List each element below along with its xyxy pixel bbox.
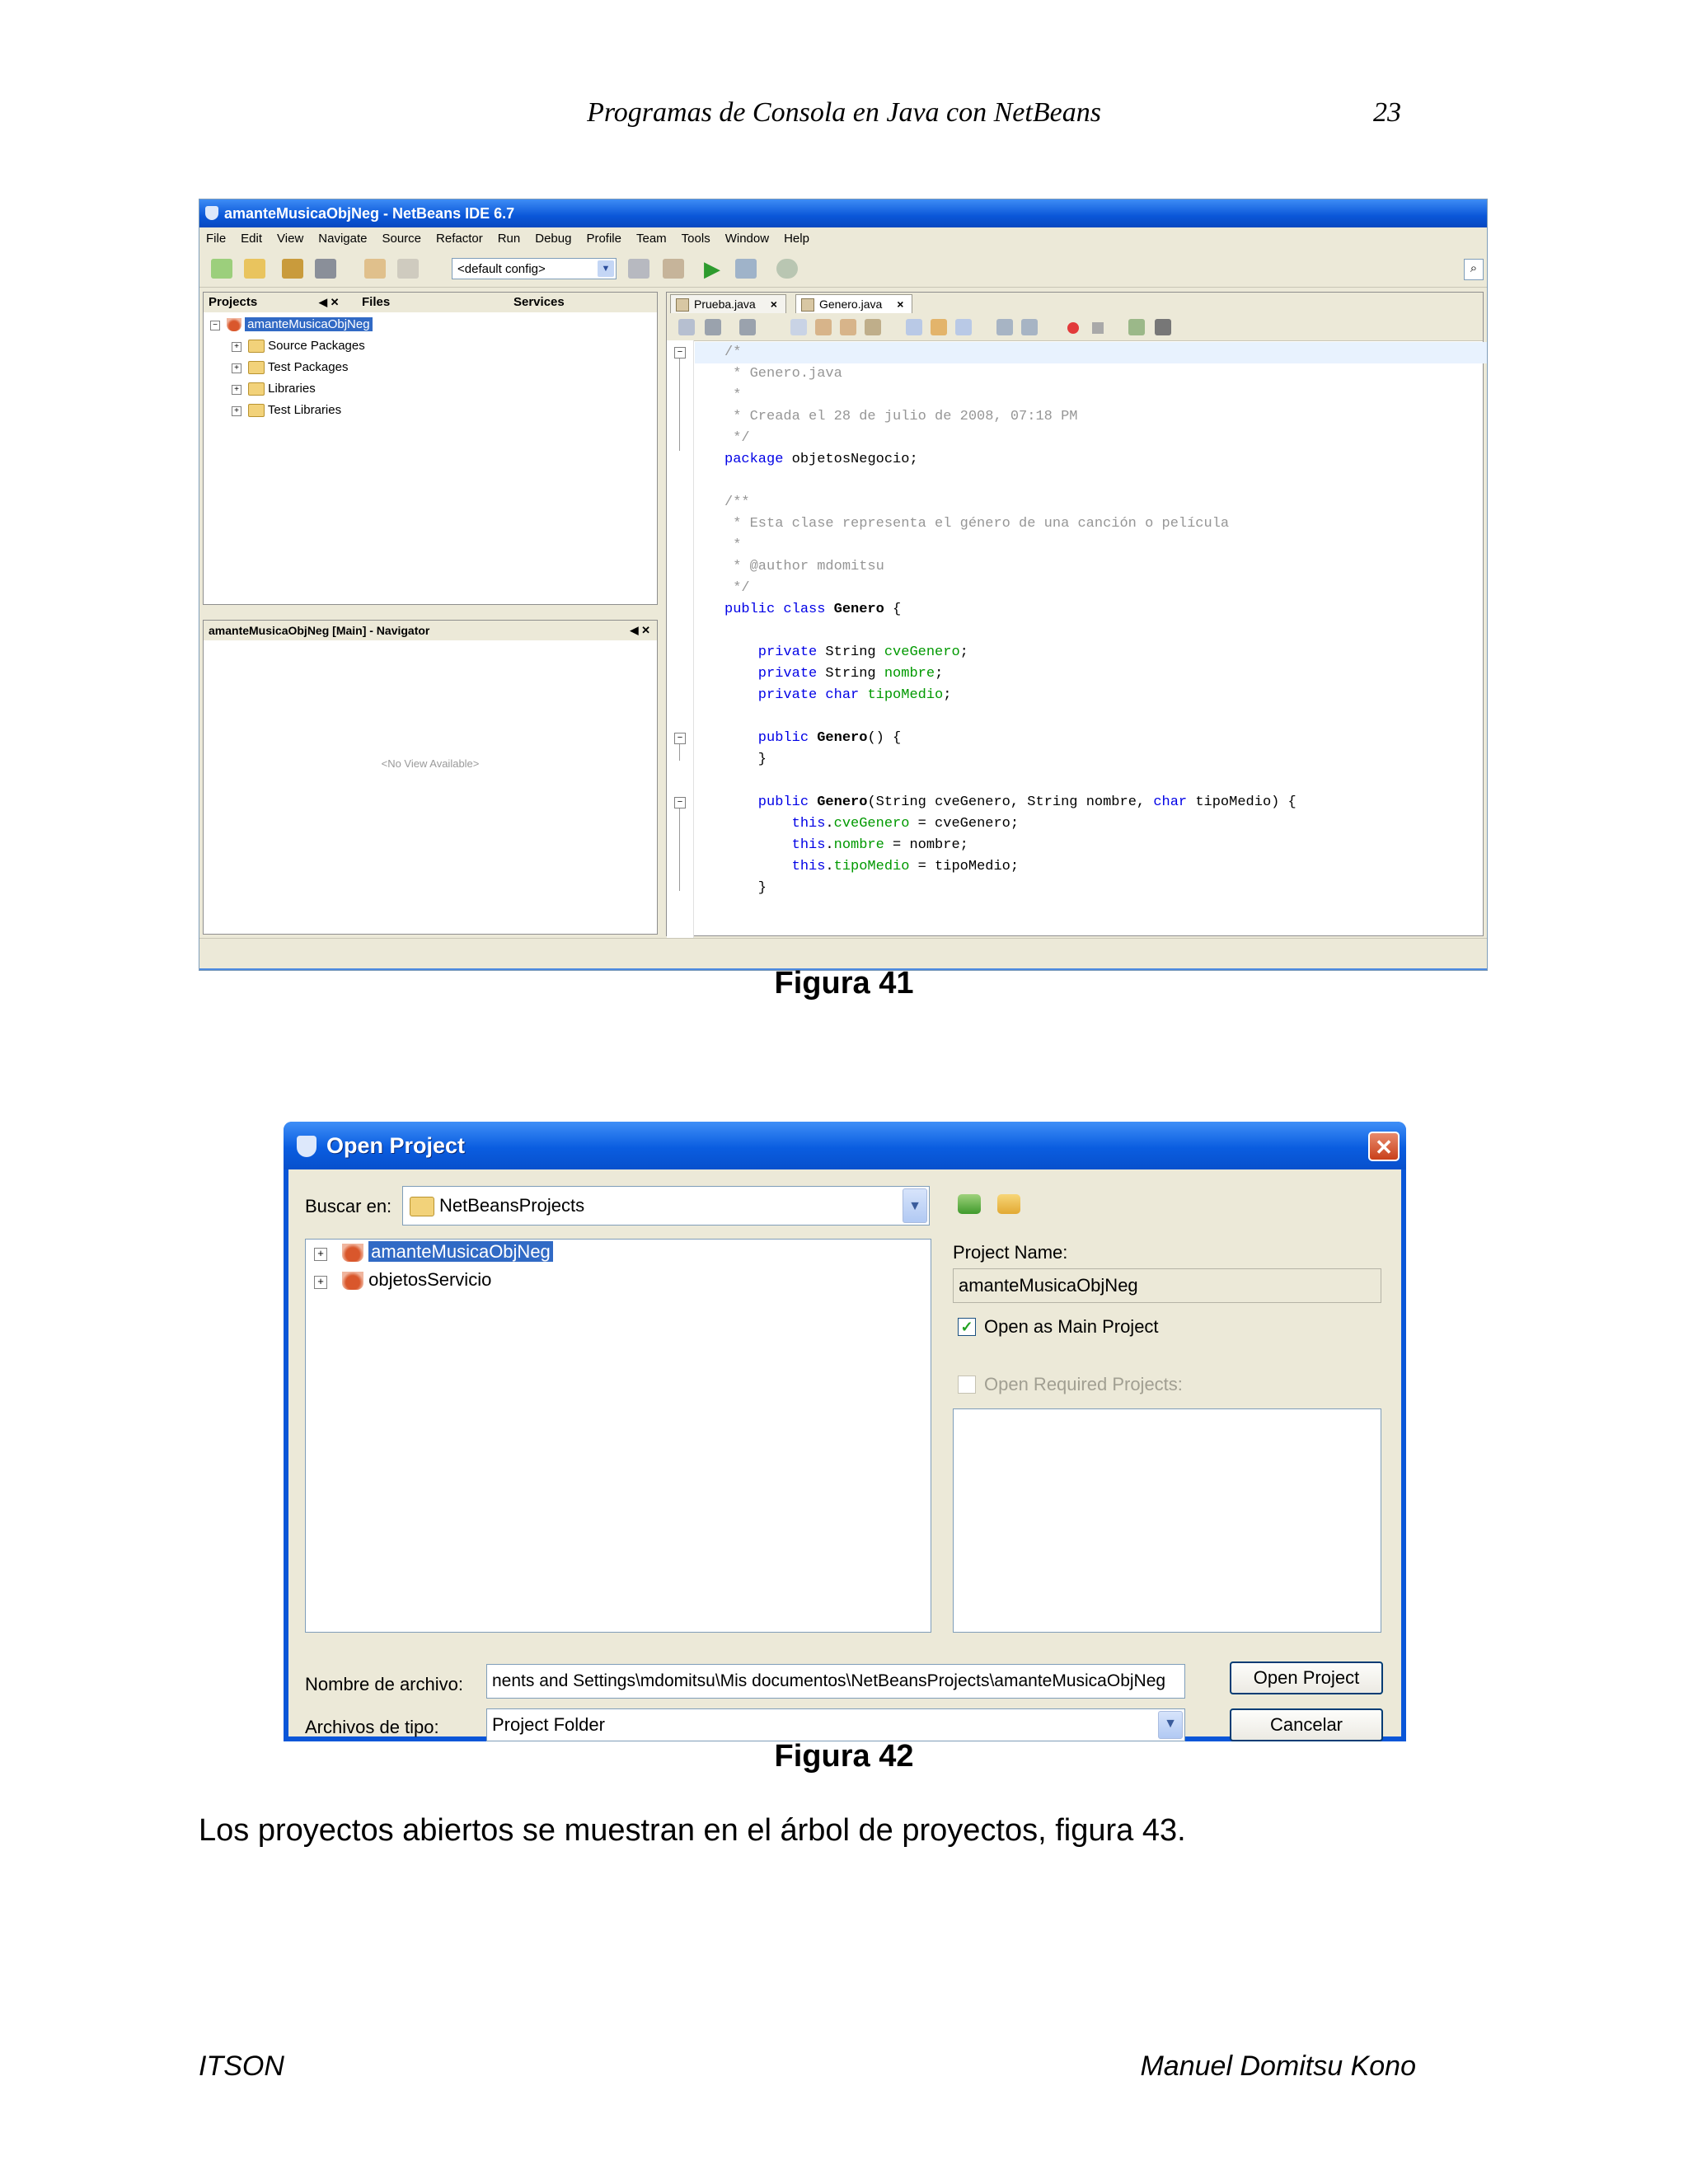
dialog-title-bar: [284, 1122, 1406, 1169]
code-token: private: [724, 644, 818, 660]
java-project-icon: [227, 318, 241, 331]
tree-root-label: amanteMusicaObjNeg: [245, 317, 372, 331]
tree-item-label: Source Packages: [268, 339, 365, 353]
config-combo-value: <default config>: [457, 262, 546, 276]
back-icon[interactable]: [678, 319, 695, 335]
code-token: package: [724, 452, 784, 467]
code-token: * Genero.java: [724, 366, 842, 382]
code-token: private char: [724, 687, 860, 703]
previous-bookmark-icon[interactable]: [906, 319, 922, 335]
open-project-dialog: [284, 1122, 1406, 1741]
figure-42-caption: Figura 42: [774, 1739, 914, 1774]
code-token: = tipoMedio;: [909, 859, 1020, 874]
code-line: [724, 492, 750, 513]
code-line: [724, 856, 1019, 878]
code-line: [724, 449, 918, 471]
cancel-button[interactable]: Cancelar: [1230, 1708, 1383, 1741]
dialog-title: Open Project: [326, 1133, 466, 1158]
menu-edit[interactable]: Edit: [241, 232, 263, 246]
code-token: String: [817, 644, 884, 660]
code-token: *: [724, 537, 742, 553]
build-icon[interactable]: [628, 259, 649, 279]
buscar-combo[interactable]: [402, 1186, 930, 1226]
find-previous-icon[interactable]: [815, 319, 832, 335]
navigator-empty-text: <No View Available>: [381, 757, 480, 770]
ide-window-title: amanteMusicaObjNeg - NetBeans IDE 6.7: [224, 205, 515, 222]
current-line-highlight: [695, 342, 1488, 363]
tab-files[interactable]: Files: [362, 295, 391, 309]
close-icon[interactable]: ✕: [1368, 1132, 1400, 1161]
menu-tools[interactable]: Tools: [681, 232, 710, 246]
menu-view[interactable]: View: [277, 232, 304, 246]
editor-tabbar: [667, 293, 1483, 314]
forward-icon[interactable]: [739, 319, 756, 335]
projects-tabbar: [204, 293, 657, 312]
menu-refactor[interactable]: Refactor: [436, 232, 483, 246]
netbeans-ide-screenshot: [199, 199, 1488, 971]
code-token: public: [724, 730, 809, 746]
shift-right-icon[interactable]: [1021, 319, 1038, 335]
toggle-highlight-icon[interactable]: [865, 319, 881, 335]
code-token: tipoMedio) {: [1187, 794, 1296, 810]
code-line: [724, 556, 884, 578]
code-token: String: [817, 666, 884, 682]
menu-help[interactable]: Help: [784, 232, 809, 246]
code-token: }: [724, 752, 767, 767]
java-project-icon: [342, 1244, 363, 1262]
expand-icon[interactable]: +: [232, 406, 241, 416]
library-icon: [248, 382, 265, 396]
code-token: nombre: [884, 666, 935, 682]
code-token: .: [825, 859, 834, 874]
java-project-icon: [342, 1272, 363, 1290]
menu-debug[interactable]: Debug: [535, 232, 572, 246]
project-name-label: Project Name:: [953, 1242, 1068, 1263]
projects-panel: [203, 292, 658, 605]
tab-services[interactable]: Services: [513, 295, 565, 309]
new-project-icon[interactable]: [244, 259, 265, 279]
close-icon[interactable]: ×: [897, 298, 904, 311]
code-token: [859, 687, 867, 703]
shift-left-icon[interactable]: [996, 319, 1013, 335]
code-token: private: [724, 666, 818, 682]
code-line: [724, 385, 741, 406]
comment-icon[interactable]: [1128, 319, 1145, 335]
tipo-label: Archivos de tipo:: [305, 1717, 439, 1737]
tree-item-label: Test Libraries: [267, 403, 342, 417]
up-folder-icon[interactable]: [958, 1194, 981, 1214]
required-projects-list: [953, 1408, 1381, 1633]
library-icon: [248, 404, 265, 417]
code-token: */: [724, 430, 750, 446]
tree-root[interactable]: [227, 314, 373, 335]
expand-icon[interactable]: +: [314, 1248, 327, 1261]
footer-left: ITSON: [199, 2050, 284, 2082]
history-icon[interactable]: [705, 319, 721, 335]
page-number: 23: [1373, 97, 1401, 128]
navigator-tabbar: [204, 621, 657, 640]
code-token: objetosNegocio;: [783, 452, 918, 467]
list-item-label: amanteMusicaObjNeg: [368, 1241, 553, 1262]
profile-icon[interactable]: [776, 259, 798, 279]
editor-gutter: [667, 340, 694, 967]
code-token: (String cveGenero, String nombre,: [867, 794, 1154, 810]
code-line: [724, 599, 901, 621]
collapse-icon[interactable]: −: [210, 321, 220, 330]
package-folder-icon: [248, 361, 265, 374]
new-file-icon[interactable]: [211, 259, 232, 279]
debug-icon[interactable]: [735, 259, 757, 279]
close-icon[interactable]: ◀ ✕: [319, 296, 340, 308]
expand-icon[interactable]: +: [232, 385, 241, 395]
code-line: [724, 749, 767, 771]
stop-macro-icon[interactable]: [1092, 322, 1104, 334]
code-token: * Creada el 28 de julio de 2008, 07:18 PM: [724, 409, 1078, 424]
code-line: [724, 835, 968, 856]
open-project-icon[interactable]: [282, 259, 303, 279]
save-all-icon[interactable]: [315, 259, 336, 279]
code-line: [724, 428, 750, 449]
code-token: /*: [724, 344, 742, 360]
tree-item-label: Libraries: [268, 382, 316, 396]
code-token: .: [825, 837, 834, 853]
figure-41-caption: Figura 41: [774, 966, 914, 1001]
tab-projects[interactable]: Projects: [209, 295, 258, 309]
code-token: ;: [959, 644, 968, 660]
run-icon[interactable]: ▶: [704, 256, 720, 281]
ide-title-bar: [199, 199, 1487, 227]
code-token: [809, 730, 817, 746]
footer-right: Manuel Domitsu Kono: [1140, 2050, 1416, 2082]
java-file-icon: [676, 298, 689, 312]
close-icon[interactable]: ◀ ✕: [630, 624, 650, 636]
tree-item-label: Test Packages: [267, 360, 349, 374]
code-token: * Esta clase representa el género de una canción o película: [724, 516, 1230, 532]
page-header-title: Programas de Consola en Java con NetBeans: [587, 97, 1101, 128]
open-main-checkbox[interactable]: ✓: [958, 1318, 976, 1336]
menu-source[interactable]: Source: [382, 232, 422, 246]
code-line: [724, 535, 741, 556]
fold-line: [679, 359, 680, 451]
code-token: = nombre;: [884, 837, 968, 853]
chevron-down-icon: ▼: [903, 1188, 927, 1223]
code-token: Genero: [833, 602, 884, 617]
code-line: [724, 878, 767, 899]
project-list[interactable]: [305, 1239, 931, 1633]
code-token: cveGenero: [833, 816, 910, 832]
code-token: [825, 602, 833, 617]
code-token: = cveGenero;: [909, 816, 1020, 832]
netbeans-cube-icon: [297, 1136, 316, 1157]
nombre-label: Nombre de archivo:: [305, 1674, 463, 1694]
code-line: [724, 342, 741, 363]
buscar-combo-value: NetBeansProjects: [439, 1195, 585, 1216]
tipo-combo-value: Project Folder: [492, 1714, 605, 1735]
code-token: cveGenero: [884, 644, 960, 660]
tab-label: Genero.java: [819, 298, 883, 311]
expand-icon[interactable]: +: [232, 342, 241, 352]
java-file-icon: [801, 298, 814, 312]
list-item[interactable]: [342, 1269, 491, 1291]
code-token: nombre: [833, 837, 884, 853]
code-token: public class: [724, 602, 826, 617]
clean-build-icon[interactable]: [663, 259, 684, 279]
code-token: ;: [935, 666, 944, 682]
code-token: public: [724, 794, 809, 810]
code-line: [724, 363, 842, 385]
code-token: Genero: [817, 730, 868, 746]
tipo-combo[interactable]: [486, 1708, 1185, 1741]
tree-item-test-libraries[interactable]: [248, 400, 341, 421]
code-token: /**: [724, 494, 750, 510]
fold-icon[interactable]: −: [674, 797, 686, 808]
code-line: [724, 792, 1296, 813]
code-line: [724, 578, 750, 599]
fold-icon[interactable]: −: [674, 733, 686, 744]
code-line: [724, 406, 1077, 428]
chevron-down-icon: ▼: [1158, 1711, 1183, 1739]
code-token: Genero: [817, 794, 868, 810]
netbeans-cube-icon: [205, 206, 218, 220]
tab-genero-java[interactable]: [795, 294, 912, 313]
list-item-label: objetosServicio: [368, 1269, 492, 1290]
fold-icon[interactable]: −: [674, 347, 686, 359]
dialog-body: [288, 1169, 1401, 1736]
code-token: *: [724, 387, 742, 403]
start-macro-icon[interactable]: [1067, 322, 1079, 334]
ide-toolbar: [199, 251, 1487, 288]
redo-icon[interactable]: [397, 259, 419, 279]
open-required-label: Open Required Projects:: [984, 1374, 1183, 1394]
code-line: [724, 728, 901, 749]
folder-icon: [410, 1197, 434, 1216]
code-token: * @author mdomitsu: [724, 559, 884, 574]
code-token: this: [724, 837, 826, 853]
code-line: [724, 813, 1019, 835]
uncomment-icon[interactable]: [1155, 319, 1171, 335]
open-project-button[interactable]: Open Project: [1230, 1661, 1383, 1694]
expand-icon[interactable]: +: [232, 363, 241, 373]
fold-line: [679, 744, 680, 761]
config-combo[interactable]: [452, 258, 617, 279]
open-main-label: Open as Main Project: [984, 1316, 1159, 1337]
code-line: [724, 663, 943, 685]
menu-navigate[interactable]: Navigate: [318, 232, 368, 246]
code-area[interactable]: [695, 342, 1488, 919]
undo-icon[interactable]: [364, 259, 386, 279]
open-required-checkbox[interactable]: [958, 1376, 976, 1394]
tree-item-source-packages[interactable]: [248, 335, 365, 357]
code-token: tipoMedio: [833, 859, 910, 874]
new-folder-icon[interactable]: [997, 1194, 1020, 1214]
menu-profile[interactable]: Profile: [586, 232, 621, 246]
code-token: char: [1153, 794, 1188, 810]
menu-team[interactable]: Team: [635, 232, 667, 246]
expand-icon[interactable]: +: [314, 1276, 327, 1289]
code-editor: [666, 292, 1484, 936]
tab-label: Prueba.java: [694, 298, 756, 311]
menu-window[interactable]: Window: [724, 232, 770, 246]
fold-line: [679, 808, 680, 891]
close-icon[interactable]: ×: [770, 298, 777, 311]
menu-run[interactable]: Run: [497, 232, 521, 246]
code-line: [724, 685, 951, 706]
code-token: this: [724, 816, 826, 832]
code-token: }: [724, 880, 767, 896]
list-item[interactable]: [342, 1241, 553, 1263]
ide-menu-bar: [199, 227, 1487, 251]
tree-item-libraries[interactable]: [248, 378, 316, 400]
tab-prueba-java[interactable]: [670, 294, 786, 313]
project-name-field: amanteMusicaObjNeg: [953, 1268, 1381, 1303]
navigator-title: amanteMusicaObjNeg [Main] - Navigator: [209, 624, 430, 637]
menu-file[interactable]: File: [206, 232, 227, 246]
body-paragraph: Los proyectos abiertos se muestran en el árbol de proyectos, figura 43.: [199, 1813, 1186, 1848]
code-line: [724, 513, 1229, 535]
code-token: this: [724, 859, 826, 874]
navigator-panel: [203, 620, 658, 935]
package-folder-icon: [248, 340, 265, 353]
find-icon[interactable]: [790, 319, 807, 335]
code-token: () {: [867, 730, 902, 746]
code-token: [809, 794, 817, 810]
next-bookmark-icon[interactable]: [931, 319, 947, 335]
code-token: {: [884, 602, 902, 617]
code-token: */: [724, 580, 750, 596]
code-token: tipoMedio: [867, 687, 944, 703]
search-icon[interactable]: ⌕: [1464, 259, 1484, 280]
code-line: [724, 642, 968, 663]
code-token: ;: [943, 687, 952, 703]
nombre-input[interactable]: nents and Settings\mdomitsu\Mis documentos\NetBeansProjects\amanteMusicaObjNeg: [486, 1664, 1185, 1699]
buscar-label: Buscar en:: [305, 1196, 392, 1216]
chevron-down-icon: ▼: [598, 260, 614, 277]
editor-toolbar: [667, 314, 1483, 341]
code-token: .: [825, 816, 834, 832]
tree-item-test-packages[interactable]: [248, 357, 348, 378]
find-next-icon[interactable]: [840, 319, 856, 335]
toggle-bookmark-icon[interactable]: [955, 319, 972, 335]
